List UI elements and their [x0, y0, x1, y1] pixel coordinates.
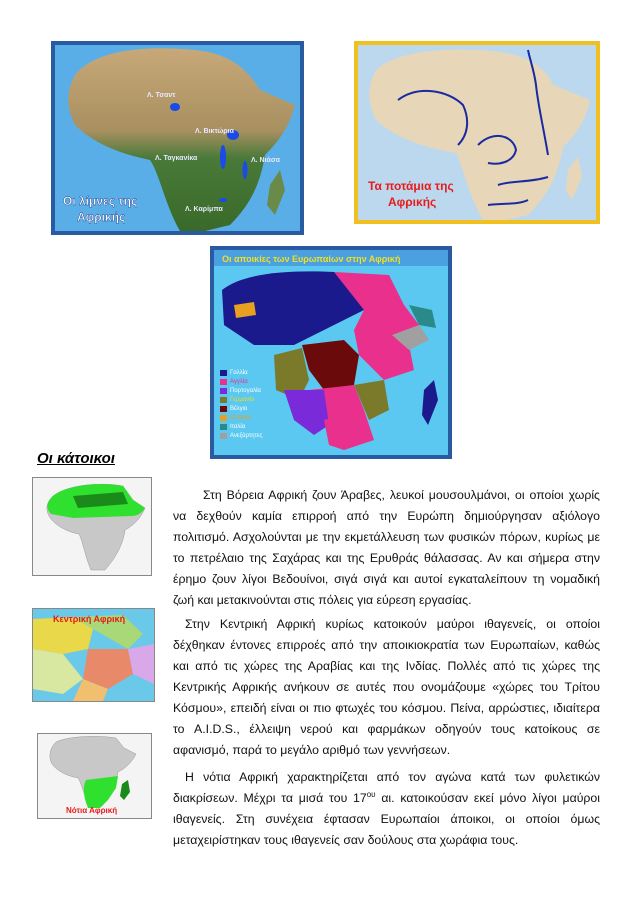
legend-label: Γερμανία [230, 396, 255, 403]
legend-swatch [220, 370, 227, 376]
paragraph-text: Η νότια Αφρική χαρακτηρίζεται από τον αγώνα κατά των φυλετικών διακρίσεων. Μέχρι τα μισά του 17 [173, 770, 600, 805]
lake-label: Λ. Καρίμπα [185, 206, 223, 213]
lakes-map-title-2: Αφρικής [77, 210, 126, 224]
superscript: ου [366, 789, 376, 799]
central-africa-thumb [32, 608, 155, 702]
paragraph-text: Στην Κεντρική Αφρική κυρίως κατοικούν μαύροι ιθαγενείς, οι οποίοι δέχθηκαν έντονες επιρροές από την αποικιοκρατία των Ευρωπαίων, καθώς και από τις χώρες της Αραβίας και της Ινδίας. Πολλές από τις χώρες της Κεντρικής Αφρικής ανήκουν σε αυτές που ονομάζουμε «χώρες του Τρίτου Κόσμου», επειδή είναι οι πιο φτωχές του κόσμου. Πείνα, αρρώστιες, ιδιαίτερα το A.I.D.S., έλλειψη νερού και φαρμάκων οδηγούν τους κατοίκους σε αφανισμό, παρά το μεγάλο αριθμό των γεννήσεων. [173, 617, 600, 757]
legend-item [220, 395, 290, 404]
rivers-map-title-2: Αφρικής [388, 195, 437, 209]
paragraph-text-cont: αι. κατοικούσαν εκεί μόνο λίγοι μαύροι ιθαγενείς. Στη συνέχεια έφτασαν Ευρωπαίοι άποικοι, οι οποίοι όμως μεταχειρίστηκαν τους ιθαγενείς σαν δούλους στα χωράφια τους. [173, 791, 600, 847]
lake-label: Λ. Βικτώρια [195, 128, 234, 135]
legend-swatch [220, 379, 227, 385]
legend-label: Γαλλία [230, 369, 248, 376]
legend-swatch [220, 397, 227, 403]
legend-swatch [220, 388, 227, 394]
paragraph-north-africa [173, 485, 600, 611]
legend-label: Ανεξάρτητες [230, 432, 263, 439]
legend-label: Πορτογαλία [230, 387, 261, 394]
lake-nyasa-icon [243, 161, 248, 179]
legend-swatch [220, 424, 227, 430]
legend-swatch [220, 415, 227, 421]
legend-item [220, 368, 290, 377]
south-africa-region [84, 776, 118, 808]
legend-swatch [220, 433, 227, 439]
lake-label: Λ. Ταγκανίκα [155, 155, 198, 162]
north-africa-thumb [32, 477, 152, 576]
lake-label: Λ. Τσαντ [147, 92, 176, 99]
legend-label: Ισπανία [230, 414, 251, 421]
legend-label: Βέλγιο [230, 405, 248, 412]
lake-chad-icon [170, 103, 180, 111]
legend-label: Αγγλία [230, 378, 248, 385]
legend-item [220, 413, 290, 422]
legend-swatch [220, 406, 227, 412]
legend-item [220, 422, 290, 431]
lakes-map-title: Οι λίμνες της [63, 194, 138, 208]
paragraph-text: Στη Βόρεια Αφρική ζουν Άραβες, λευκοί μουσουλμάνοι, οι οποίοι χωρίς να δεχθούν καμία επιρροή από την Ευρώπη δημιούργησαν αξιόλογο πολιτισμό. Ασχολούνται με την εκμετάλλευση των φυσικών πόρων, κυρίως με το πετρέλαιο της Σαχάρας και της Ερυθράς θάλασσας. Αν και σήμερα στην έρημο ζουν λίγοι Βεδουίνοι, σιγά σιγά και αυτοί εγκαταλείπουν τη νομαδική ζωή και μετακινούνται στις πόλεις για εύρεση εργασίας. [173, 488, 600, 607]
south-africa-label: Νότια Αφρική [66, 806, 118, 815]
lake-label: Λ. Νιάσα [251, 157, 280, 164]
paragraph-south-africa [173, 767, 600, 851]
lakes-map [51, 41, 304, 235]
rivers-map [354, 41, 600, 224]
legend-item [220, 431, 290, 440]
legend-item [220, 377, 290, 386]
lake-kariba-icon [219, 198, 227, 202]
lake-tanganyika-icon [220, 145, 226, 169]
paragraph-central-africa [173, 614, 600, 761]
legend-label: Ιταλία [230, 423, 246, 430]
rivers-map-title: Τα ποτάμια της [368, 179, 454, 193]
south-africa-thumb [37, 733, 152, 819]
section-heading: Οι κάτοικοι [37, 450, 115, 467]
colonies-legend [220, 368, 290, 440]
central-africa-label: Κεντρική Αφρική [53, 614, 126, 624]
legend-item [220, 404, 290, 413]
colonies-map-title: Οι αποικίες των Ευρωπαίων στην Αφρική [222, 254, 401, 264]
legend-item [220, 386, 290, 395]
colonies-map [210, 246, 452, 459]
